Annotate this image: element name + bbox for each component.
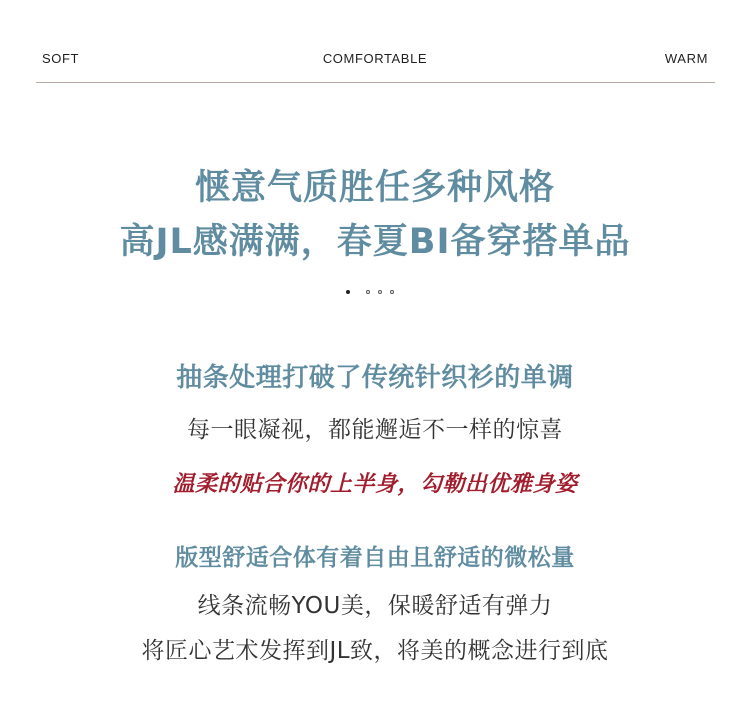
tagline-comfortable: COMFORTABLE bbox=[322, 51, 428, 66]
slider-dot[interactable] bbox=[390, 290, 394, 294]
headline-line-2: 高JL感满满，春夏BI备穿搭单品 bbox=[119, 222, 631, 262]
slider-dot[interactable] bbox=[378, 290, 382, 294]
headline-line-1: 惬意气质胜任多种风格 bbox=[194, 168, 555, 208]
slider-dots bbox=[0, 288, 750, 298]
slider-dot[interactable] bbox=[366, 290, 370, 294]
header-tagline-row bbox=[42, 51, 708, 69]
tagline-warm: WARM bbox=[664, 51, 708, 66]
slider-dot[interactable] bbox=[346, 290, 350, 294]
section1-highlight: 温柔的贴合你的上半身，勾勒出优雅身姿 bbox=[172, 472, 578, 497]
section2-title: 版型舒适合体有着自由且舒适的微松量 bbox=[175, 545, 575, 571]
section2-line-1: 线条流畅YOU美，保暖舒适有弹力 bbox=[197, 593, 553, 619]
section1-body: 每一眼凝视，都能邂逅不一样的惊喜 bbox=[187, 417, 563, 443]
section1-title: 抽条处理打破了传统针织衫的单调 bbox=[176, 363, 574, 393]
header-divider bbox=[36, 82, 715, 83]
tagline-soft: SOFT bbox=[42, 51, 80, 66]
section2-line-2: 将匠心艺术发挥到JL致，将美的概念进行到底 bbox=[141, 638, 609, 664]
